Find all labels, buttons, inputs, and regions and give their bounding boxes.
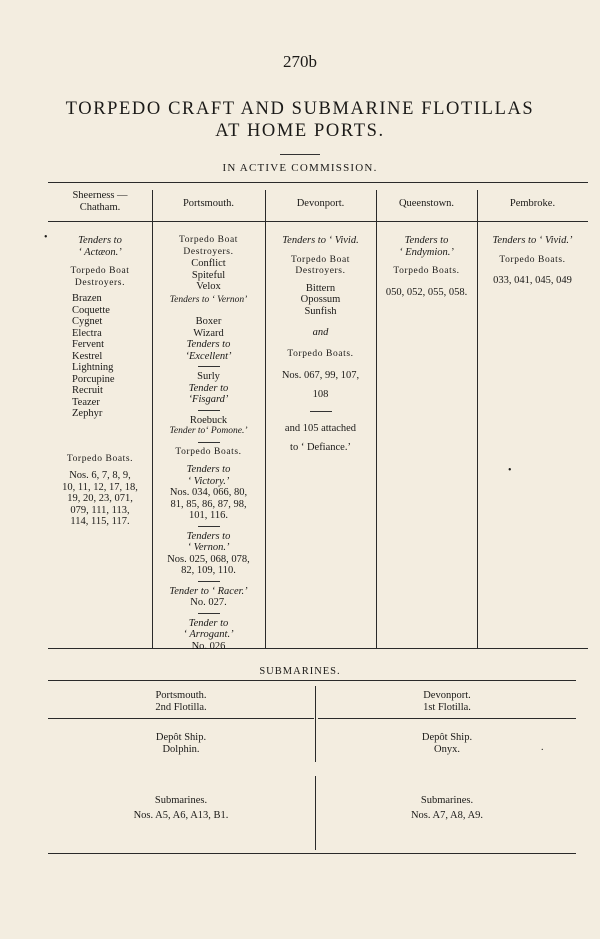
sheerness-nos: [48, 470, 152, 528]
header-sheerness-line2: Chatham.: [79, 202, 121, 213]
margin-dot: •: [44, 232, 48, 243]
list-item: Nos. 6, 7, 8, 9,: [69, 470, 131, 481]
sub-right-submarines: [318, 795, 576, 821]
portsmouth-arrogant-no: No. 026: [191, 640, 226, 652]
sheerness-actaeon: ‘ Actæon.’: [78, 246, 122, 258]
pembroke-torpedo-boats: Torpedo Boats.: [499, 254, 566, 265]
list-item: Brazen: [72, 293, 102, 304]
sub-left-nos: Nos. A5, A6, A13, B1.: [133, 809, 229, 821]
sub-left-submarines: [48, 795, 314, 821]
list-item: 114, 115, 117.: [70, 516, 130, 527]
portsmouth-surly: Surly: [197, 371, 220, 382]
list-item: 079, 111, 113,: [70, 504, 130, 516]
list-item: Fervent: [72, 339, 105, 350]
list-item: Velox: [196, 281, 221, 292]
list-item: Bittern: [305, 282, 336, 294]
portsmouth-victory: ‘ Victory.’: [187, 475, 230, 487]
list-item: Boxer: [195, 316, 222, 327]
sheerness-tbd-l1: Torpedo Boat: [70, 266, 130, 276]
devonport-nos-l2: 108: [312, 388, 329, 400]
list-item: Porcupine: [72, 373, 115, 385]
portsmouth-torpedo-boats: Torpedo Boats.: [175, 446, 242, 457]
list-item: Nos. 025, 068, 078,: [167, 553, 250, 565]
queenstown-torpedo-boats: Torpedo Boats.: [393, 266, 460, 276]
sheerness-torpedo-boats: Torpedo Boats.: [66, 453, 134, 464]
table-top-rule: [48, 182, 588, 183]
pembroke-nos: 033, 041, 045, 049: [493, 275, 572, 286]
sub-header-rule-left: [48, 718, 314, 719]
portsmouth-tenders-to-3: Tenders to: [186, 530, 231, 542]
sub-left-depot-name: Dolphin.: [162, 743, 200, 755]
queenstown-nos: 050, 052, 055, 058.: [385, 286, 468, 298]
sub-right-depot: [318, 732, 576, 755]
list-item: Teazer: [72, 396, 100, 408]
table-header-rule: [48, 221, 588, 222]
portsmouth-roebuck: Roebuck: [189, 414, 228, 426]
list-item: 10, 11, 12, 17, 18,: [62, 481, 138, 493]
portsmouth-tender-racer: Tender to ‘ Racer.’: [169, 585, 248, 597]
header-pembroke: Pembroke.: [509, 198, 556, 209]
header-sheerness: [48, 190, 152, 214]
sub-right-depot-name: Onyx.: [434, 743, 460, 755]
list-item: Spiteful: [191, 269, 226, 281]
list-item: Nos. 034, 066, 80,: [169, 487, 248, 498]
col-queenstown: [376, 235, 477, 298]
header-queenstown: Queenstown.: [398, 198, 455, 209]
sub-left-depot: [48, 732, 314, 755]
list-item: Lightning: [72, 362, 114, 373]
portsmouth-racer-no: No. 027.: [190, 597, 227, 608]
sub-left-submarines-label: Submarines.: [154, 795, 208, 806]
sheerness-tenders-to: Tenders to: [78, 235, 122, 246]
sub-top-rule: [48, 680, 576, 681]
sub-bottom-rule: [48, 853, 576, 854]
queenstown-endymion: ‘ Endymion.’: [399, 246, 454, 258]
devonport-tenders-vivid: Tenders to ‘ Vivid.: [282, 235, 359, 246]
devonport-and: and: [312, 327, 329, 338]
devonport-torpedo-boats: Torpedo Boats.: [287, 348, 354, 359]
sheerness-tbd-l2: Destroyers.: [74, 277, 126, 288]
sub-left-h1: Portsmouth.: [155, 690, 207, 701]
portsmouth-mini-rule-4: [198, 526, 220, 527]
page-title-line1: TORPEDO CRAFT AND SUBMARINE FLOTILLAS: [65, 99, 535, 119]
portsmouth-arrogant: ‘ Arrogant.’: [183, 629, 234, 640]
col-portsmouth: [152, 235, 265, 652]
list-item: Conflict: [191, 258, 226, 269]
sub-right-submarines-label: Submarines.: [420, 795, 474, 806]
sub-left-header: [48, 690, 314, 713]
table-bottom-rule: [48, 648, 588, 649]
portsmouth-tenders-to-1: Tenders to: [186, 339, 231, 350]
list-item: Cygnet: [72, 316, 103, 327]
portsmouth-tender-to-1: Tender to: [188, 382, 229, 394]
sub-right-header: [318, 690, 576, 713]
submarines-title: SUBMARINES.: [259, 666, 341, 677]
sub-divider-lower: [315, 776, 316, 850]
portsmouth-tender-pomone: Tender to‘ Pomone.’: [169, 426, 248, 436]
list-item: 81, 85, 86, 87, 98,: [170, 498, 247, 510]
devonport-mini-rule: [310, 411, 332, 412]
sub-right-depot-label: Depôt Ship.: [421, 732, 473, 743]
list-item: Coquette: [72, 304, 110, 316]
devonport-nos-l1: Nos. 067, 99, 107,: [281, 370, 360, 381]
margin-dot: .: [541, 742, 544, 753]
portsmouth-mini-rule-6: [198, 613, 220, 614]
portsmouth-tbd-l2: Destroyers.: [183, 246, 234, 257]
list-item: Electra: [72, 327, 102, 339]
header-portsmouth: Portsmouth.: [182, 198, 235, 209]
subheading: IN ACTIVE COMMISSION.: [222, 162, 378, 174]
sub-right-nos: Nos. A7, A8, A9.: [410, 809, 484, 821]
margin-dot: •: [508, 465, 512, 476]
pembroke-tenders-vivid: Tenders to ‘ Vivid.’: [492, 235, 573, 246]
title-divider: [280, 154, 320, 155]
header-devonport: Devonport.: [296, 198, 345, 209]
portsmouth-excellent: ‘Excellent’: [185, 350, 232, 362]
portsmouth-tender-to-2: Tender to: [188, 617, 229, 629]
portsmouth-mini-rule-5: [198, 581, 220, 582]
sub-divider-upper: [315, 686, 316, 762]
portsmouth-tenders-vernon: Tenders to ‘ Vernon’: [169, 294, 248, 305]
portsmouth-tbd-l1: Torpedo Boat: [178, 235, 239, 245]
col-devonport: [265, 235, 376, 453]
list-item: Wizard: [193, 327, 224, 339]
devonport-attached: and 105 attached: [284, 423, 357, 434]
sub-left-h2: 2nd Flotilla.: [155, 701, 207, 713]
portsmouth-vernon: ‘ Vernon.’: [187, 542, 230, 553]
list-item: Opossum: [300, 294, 341, 305]
sub-left-depot-label: Depôt Ship.: [155, 732, 207, 743]
sheerness-destroyer-list: [48, 293, 152, 420]
devonport-tbd-l1: Torpedo Boat: [290, 254, 351, 265]
page-title-line2: AT HOME PORTS.: [215, 121, 385, 141]
sub-header-rule-right: [318, 718, 576, 719]
header-sheerness-line1: Sheerness —: [72, 190, 128, 201]
sub-right-h1: Devonport.: [423, 690, 471, 701]
portsmouth-tenders-to-2: Tenders to: [186, 464, 231, 475]
list-item: 101, 116.: [189, 510, 228, 521]
list-item: Zephyr: [72, 408, 103, 419]
page-number: 270b: [283, 52, 317, 71]
queenstown-tenders-to: Tenders to: [404, 235, 449, 246]
list-item: 19, 20, 23, 071,: [67, 493, 133, 504]
portsmouth-mini-rule-1: [198, 366, 220, 367]
col-pembroke: [477, 235, 588, 287]
devonport-tbd-l2: Destroyers.: [295, 266, 346, 276]
col-sheerness: [48, 235, 152, 528]
sub-right-h2: 1st Flotilla.: [423, 701, 471, 713]
list-item: 82, 109, 110.: [181, 565, 236, 576]
list-item: Recruit: [72, 385, 103, 396]
portsmouth-mini-rule-2: [198, 410, 220, 411]
portsmouth-fisgard: ‘Fisgard’: [188, 394, 229, 405]
devonport-defiance: to ‘ Defiance.’: [290, 441, 351, 453]
list-item: Sunfish: [304, 305, 337, 317]
portsmouth-mini-rule-3: [198, 442, 220, 443]
list-item: Kestrel: [72, 350, 103, 362]
